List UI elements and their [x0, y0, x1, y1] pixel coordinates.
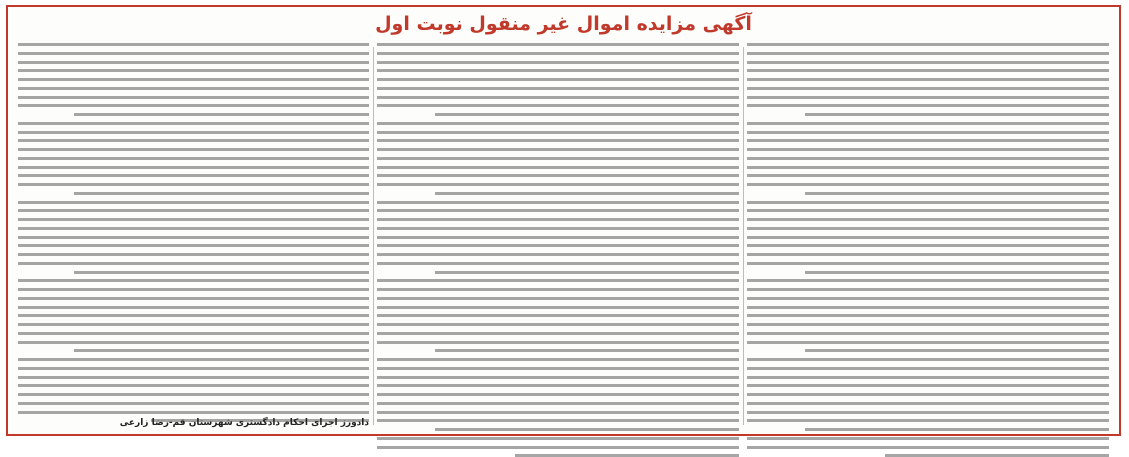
text-line [377, 446, 739, 449]
text-line [747, 236, 1109, 239]
text-line [18, 358, 369, 361]
text-line [377, 183, 739, 186]
text-line [747, 306, 1109, 309]
text-line [18, 314, 369, 317]
text-line [747, 96, 1109, 99]
text-line [377, 358, 739, 361]
text-line [747, 131, 1109, 134]
text-line [747, 419, 1109, 422]
text-line [805, 349, 1109, 352]
text-line [747, 358, 1109, 361]
text-line [377, 393, 739, 396]
column-divider [743, 47, 744, 425]
text-line [747, 78, 1109, 81]
column-divider [373, 47, 374, 425]
text-line [18, 236, 369, 239]
text-line [377, 122, 739, 125]
text-line [18, 288, 369, 291]
text-line [18, 157, 369, 160]
text-line [377, 201, 739, 204]
text-line [747, 43, 1109, 46]
auction-notice [6, 5, 1121, 436]
text-line [18, 402, 369, 405]
text-line [747, 52, 1109, 55]
text-line [747, 297, 1109, 300]
text-line [377, 78, 739, 81]
text-line [747, 183, 1109, 186]
text-line [377, 384, 739, 387]
text-line [18, 297, 369, 300]
text-line [435, 113, 739, 116]
text-line [18, 341, 369, 344]
text-line [747, 157, 1109, 160]
text-line [74, 192, 369, 195]
text-line [747, 402, 1109, 405]
text-line [74, 349, 369, 352]
text-line [18, 393, 369, 396]
text-line [747, 314, 1109, 317]
text-line [747, 253, 1109, 256]
text-line [377, 148, 739, 151]
text-line [747, 104, 1109, 107]
text-line [747, 437, 1109, 440]
text-line [18, 131, 369, 134]
text-line [747, 262, 1109, 265]
text-column-middle [377, 43, 739, 427]
text-line [377, 104, 739, 107]
text-line [435, 428, 739, 431]
text-column-left [18, 43, 369, 427]
text-line [18, 166, 369, 169]
text-line [747, 87, 1109, 90]
text-line [747, 148, 1109, 151]
text-line [18, 174, 369, 177]
text-line [747, 69, 1109, 72]
text-line [377, 253, 739, 256]
text-line [377, 139, 739, 142]
text-line [747, 227, 1109, 230]
text-line [747, 174, 1109, 177]
text-line [377, 87, 739, 90]
text-line [377, 402, 739, 405]
text-line [377, 244, 739, 247]
text-line [18, 61, 369, 64]
text-line [74, 113, 369, 116]
text-line [805, 192, 1109, 195]
text-line [377, 166, 739, 169]
text-column-right [747, 43, 1109, 427]
text-line [18, 306, 369, 309]
text-line [747, 446, 1109, 449]
text-line [18, 384, 369, 387]
text-line [377, 131, 739, 134]
text-line [18, 244, 369, 247]
text-line [377, 306, 739, 309]
text-line [747, 384, 1109, 387]
text-line [377, 279, 739, 282]
text-line [747, 341, 1109, 344]
text-line [747, 323, 1109, 326]
text-line [18, 104, 369, 107]
text-line [377, 288, 739, 291]
text-line [18, 96, 369, 99]
text-line [747, 279, 1109, 282]
text-line [18, 411, 369, 414]
text-line [747, 367, 1109, 370]
text-line [377, 227, 739, 230]
signature-line: دادورز اجرای احکام دادگستری شهرستان قم-رضا زارعی [119, 418, 369, 428]
text-line [747, 166, 1109, 169]
text-line [747, 218, 1109, 221]
text-line [377, 43, 739, 46]
text-line [377, 314, 739, 317]
text-line [377, 218, 739, 221]
text-line [747, 411, 1109, 414]
text-line [747, 393, 1109, 396]
text-line [18, 279, 369, 282]
text-line [377, 61, 739, 64]
text-line [18, 78, 369, 81]
text-line [747, 201, 1109, 204]
text-line [18, 122, 369, 125]
text-line [377, 96, 739, 99]
text-line [377, 157, 739, 160]
text-line [377, 367, 739, 370]
text-line [747, 122, 1109, 125]
text-line [747, 139, 1109, 142]
text-line [377, 411, 739, 414]
text-line [18, 52, 369, 55]
text-line [18, 148, 369, 151]
text-line [18, 323, 369, 326]
text-line [18, 139, 369, 142]
text-line [747, 61, 1109, 64]
notice-title: آگهی مزایده اموال غیر منقول نوبت اول [375, 13, 752, 35]
text-line [18, 87, 369, 90]
text-line [18, 218, 369, 221]
text-line [377, 52, 739, 55]
text-line [805, 428, 1109, 431]
text-line [377, 209, 739, 212]
text-line [747, 376, 1109, 379]
text-line [435, 349, 739, 352]
text-line [18, 253, 369, 256]
text-line [377, 323, 739, 326]
text-line [435, 271, 739, 274]
text-line [18, 209, 369, 212]
text-line [377, 174, 739, 177]
text-line [18, 376, 369, 379]
text-line [377, 332, 739, 335]
text-line [74, 271, 369, 274]
text-line [18, 43, 369, 46]
text-line [18, 69, 369, 72]
text-line [805, 271, 1109, 274]
text-line [747, 332, 1109, 335]
text-line [377, 297, 739, 300]
text-line [747, 209, 1109, 212]
text-line [805, 113, 1109, 116]
text-line [18, 227, 369, 230]
text-line [377, 69, 739, 72]
text-line [18, 201, 369, 204]
text-line [377, 376, 739, 379]
text-line [377, 262, 739, 265]
text-line [18, 183, 369, 186]
text-line [377, 419, 739, 422]
text-line [435, 192, 739, 195]
text-line [18, 262, 369, 265]
text-line [747, 244, 1109, 247]
text-line [377, 341, 739, 344]
text-line [18, 367, 369, 370]
text-line [377, 236, 739, 239]
text-line [747, 288, 1109, 291]
text-line [18, 332, 369, 335]
text-line [377, 437, 739, 440]
